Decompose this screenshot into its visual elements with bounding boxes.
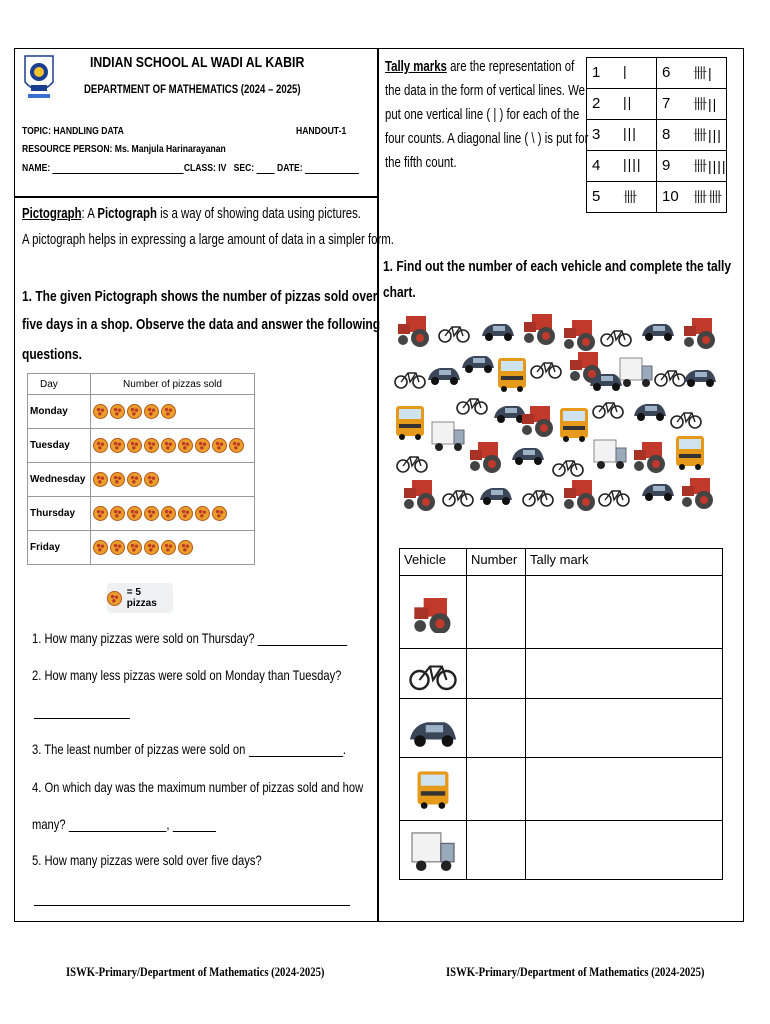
number-cell[interactable]: [467, 649, 526, 699]
table-row: [28, 429, 255, 463]
pizza-icon: [161, 540, 176, 555]
tally-mark: 卌|: [693, 65, 713, 81]
pizza-icon: [144, 472, 159, 487]
vehicle-collage: [392, 310, 717, 516]
bus-icon: [407, 768, 459, 810]
tally-line3: put one vertical line ( | ) for each of the: [385, 106, 580, 123]
name-field[interactable]: [53, 173, 184, 174]
col-number: Number: [467, 549, 526, 576]
footer-left: ISWK-Primary/Department of Mathematics (2024-2025): [66, 964, 325, 979]
tally-cell[interactable]: [526, 649, 723, 699]
column-divider: [377, 48, 379, 922]
table-row: [400, 758, 723, 821]
vehicle-cell: [400, 576, 467, 649]
subq-5-text: 5. How many pizzas were sold over five days?: [32, 852, 262, 868]
tally-term: Tally marks: [385, 58, 447, 75]
date-label: DATE:: [276, 162, 303, 174]
number-cell[interactable]: [467, 821, 526, 880]
answer-blank-3[interactable]: [248, 756, 342, 757]
col-vehicle: Vehicle: [400, 549, 467, 576]
day-label: Friday: [28, 531, 91, 565]
car-icon: [407, 707, 459, 749]
pizza-icons: [91, 531, 255, 565]
pizza-icon: [127, 404, 142, 419]
question1-line3: questions.: [22, 346, 83, 363]
tally-line1: are the representation of: [446, 58, 575, 75]
tally-definition: [385, 55, 588, 175]
number-cell[interactable]: [467, 576, 526, 649]
subq-1: [32, 630, 347, 646]
tally-cell[interactable]: [526, 699, 723, 758]
table-row: [587, 151, 727, 182]
pizza-icon: [93, 540, 108, 555]
truck-icon: [407, 829, 459, 871]
subq-1-text: 1. How many pizzas were sold on Thursday?: [32, 630, 255, 646]
tally-cell: [587, 151, 657, 182]
pizza-icon: [178, 438, 193, 453]
tally-cell: [587, 89, 657, 120]
table-row: [587, 58, 727, 89]
tally-cell: [657, 89, 727, 120]
pictograph-table: [27, 373, 255, 565]
number-cell[interactable]: [467, 758, 526, 821]
pizza-icon: [161, 404, 176, 419]
day-label: Thursday: [28, 497, 91, 531]
pizza-icon: [229, 438, 244, 453]
tally-number: 4: [592, 157, 601, 174]
subq-4-sep: ,: [166, 816, 170, 832]
pizza-icon: [127, 540, 142, 555]
pizza-icon: [110, 438, 125, 453]
pizza-icon: [110, 404, 125, 419]
table-row: [400, 821, 723, 880]
pizza-icon: [93, 438, 108, 453]
pictograph-term: Pictograph: [22, 205, 82, 222]
table-row: [587, 120, 727, 151]
tally-mark: |||: [623, 125, 637, 141]
name-row: [22, 162, 359, 174]
sec-field[interactable]: [257, 173, 275, 174]
tally-cell: [657, 151, 727, 182]
vehicle-tally-table: [399, 548, 723, 880]
tally-mark: 卌||: [693, 96, 718, 112]
pictograph-key: [107, 583, 173, 613]
day-label: Tuesday: [28, 429, 91, 463]
col-day: Day: [28, 374, 91, 395]
tally-mark: ||: [623, 94, 633, 110]
tally-number: 7: [662, 95, 671, 112]
vehicle-cell: [400, 758, 467, 821]
pizza-icon: [144, 540, 159, 555]
tally-line5: the fifth count.: [385, 154, 457, 171]
footer-right: ISWK-Primary/Department of Mathematics (2024-2025): [446, 964, 705, 979]
pizza-icon: [161, 438, 176, 453]
pizza-icon: [161, 506, 176, 521]
tally-mark: 卌||||: [693, 158, 727, 174]
table-row: [28, 497, 255, 531]
bicycle-icon: [407, 653, 459, 695]
pictograph-definition: [22, 205, 361, 222]
subq-3: [32, 741, 346, 757]
pizza-icon: [195, 506, 210, 521]
tally-cell: [657, 182, 727, 213]
pizza-icon: [144, 404, 159, 419]
pizza-icon: [93, 472, 108, 487]
pizza-icon: [127, 438, 142, 453]
tally-cell: [587, 182, 657, 213]
tally-mark: 卌卌: [693, 189, 723, 205]
vehicle-cell: [400, 649, 467, 699]
tally-number: 6: [662, 64, 671, 81]
answer-blank-4b[interactable]: [173, 831, 216, 832]
tally-cell: [587, 120, 657, 151]
answer-blank-2[interactable]: [34, 704, 130, 719]
name-label: NAME:: [22, 162, 51, 174]
subq-3-end: .: [342, 741, 346, 757]
question1-line1: 1. The given Pictograph shows the number of pizzas sold over: [22, 288, 378, 305]
pizza-icon: [110, 506, 125, 521]
tally-cell: [657, 58, 727, 89]
pizza-icon: [178, 540, 193, 555]
vehicle-question-line2: chart.: [383, 284, 416, 301]
answer-blank-5[interactable]: [34, 891, 350, 906]
tractor-icon: [407, 591, 459, 633]
tally-number: 5: [592, 188, 601, 205]
pictograph-line2: A pictograph helps in expressing a large amount of data in a simpler form.: [22, 231, 394, 248]
tally-number: 3: [592, 126, 601, 143]
tally-number: 2: [592, 95, 601, 112]
pizza-icon: [178, 506, 193, 521]
day-label: Wednesday: [28, 463, 91, 497]
department-title: DEPARTMENT OF MATHEMATICS (2024 – 2025): [84, 82, 301, 96]
pizza-icon: [144, 506, 159, 521]
pictograph-term-bold: Pictograph: [97, 205, 157, 222]
tally-reference-table: [586, 57, 727, 213]
tally-mark: 卌: [623, 189, 638, 205]
col-tally: Tally mark: [526, 549, 723, 576]
subq-4b: [32, 816, 216, 832]
subq-2-text: 2. How many less pizzas were sold on Monday than Tuesday?: [32, 667, 342, 683]
pizza-icon: [127, 472, 142, 487]
tally-cell[interactable]: [526, 758, 723, 821]
tally-mark: |: [623, 63, 628, 79]
pictograph-rest: is a way of showing data using pictures.: [156, 205, 361, 222]
school-name: INDIAN SCHOOL AL WADI AL KABIR: [90, 54, 305, 71]
col-count: Number of pizzas sold: [91, 374, 255, 395]
pizza-icons: [91, 429, 255, 463]
school-logo: [22, 52, 56, 102]
pizza-icons: [91, 497, 255, 531]
pizza-icon: [93, 404, 108, 419]
table-row: [28, 463, 255, 497]
number-cell[interactable]: [467, 699, 526, 758]
pizza-icon: [212, 506, 227, 521]
table-row: [400, 649, 723, 699]
tally-cell[interactable]: [526, 576, 723, 649]
vehicle-question-line1: 1. Find out the number of each vehicle and complete the tally: [383, 258, 732, 275]
pizza-icon: [127, 506, 142, 521]
header-divider: [14, 196, 378, 198]
answer-blank-4a[interactable]: [69, 831, 167, 832]
subq-4-text: 4. On which day was the maximum number of pizzas sold and how: [32, 779, 364, 795]
handout-label: HANDOUT-1: [296, 125, 347, 137]
tally-line2: the data in the form of vertical lines. We: [385, 82, 586, 99]
resource-person: RESOURCE PERSON: Ms. Manjula Harinarayanan: [22, 143, 226, 155]
vehicle-cell: [400, 821, 467, 880]
pizza-icon: [110, 472, 125, 487]
date-field[interactable]: [305, 173, 359, 174]
tally-number: 10: [662, 188, 679, 205]
tally-cell: [657, 120, 727, 151]
day-label: Monday: [28, 395, 91, 429]
pizza-icon: [212, 438, 227, 453]
tally-mark: 卌|||: [693, 127, 722, 143]
tally-cell: [587, 58, 657, 89]
question1-line2: five days in a shop. Observe the data and answer the following: [22, 316, 381, 333]
table-row: [28, 531, 255, 565]
key-label: = 5 pizzas: [126, 587, 157, 609]
table-row: [28, 395, 255, 429]
table-row: [587, 182, 727, 213]
table-header-row: [400, 549, 723, 576]
table-row: [400, 699, 723, 758]
table-row: [400, 576, 723, 649]
class-label: CLASS: IV: [183, 162, 227, 174]
vehicle-cell: [400, 699, 467, 758]
tally-number: 9: [662, 157, 671, 174]
topic-label: TOPIC: HANDLING DATA: [22, 125, 124, 137]
pizza-icon: [195, 438, 210, 453]
tally-mark: ||||: [623, 156, 642, 172]
sec-label: SEC:: [233, 162, 255, 174]
tally-line4: four counts. A diagonal line ( \ ) is put for: [385, 130, 589, 147]
pizza-icon: [110, 540, 125, 555]
tally-number: 1: [592, 64, 601, 81]
pizza-icon: [144, 438, 159, 453]
pizza-icon: [93, 506, 108, 521]
subq-4b-text: many?: [32, 816, 66, 832]
pizza-icon: [107, 591, 122, 606]
table-row: [587, 89, 727, 120]
pizza-icons: [91, 463, 255, 497]
pictograph-sep: : A: [81, 205, 98, 222]
subq-3-text: 3. The least number of pizzas were sold on: [32, 741, 246, 757]
answer-blank-1[interactable]: [258, 645, 348, 646]
tally-cell[interactable]: [526, 821, 723, 880]
pizza-icons: [91, 395, 255, 429]
tally-number: 8: [662, 126, 671, 143]
